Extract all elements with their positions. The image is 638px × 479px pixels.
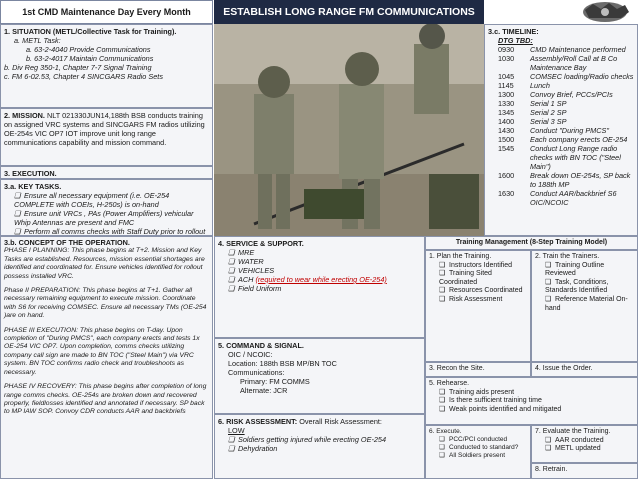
timeline-desc: CMD Maintenance performed <box>530 45 626 54</box>
timeline-desc: Each company erects OE-254 <box>530 135 628 144</box>
command-line: Communications: <box>228 368 285 377</box>
mission-section <box>0 108 213 166</box>
timeline-desc: COMSEC loading/Radio checks <box>530 72 634 81</box>
situation-line: c. FM 6-02.53, Chapter 4 SINCGARS Radio Sets <box>4 72 163 81</box>
concept-phase: PHASE I PLANNING: This phase begins at T+2. Mission and Key Tasks are established. Resources, mission essential shortages are identified and coordinated for. Ensure vehicles identified for rollout possess installed VRC. <box>4 247 205 280</box>
timeline-heading: 3.c. TIMELINE: <box>488 27 539 36</box>
concept-phase: PHASE IV RECOVERY: This phase begins after completion of long range comms checks. OE-254s are broken down and recovered properly, fieldlosses identified and annotated if necessary. SP back to MP IAW SOP. Convoy CDR conducts AAR and backbriefs <box>4 383 207 416</box>
risk-item: ❑ Soldiers getting injured while erecting OE-254 <box>228 435 387 444</box>
command-line: Alternate: JCR <box>240 386 288 395</box>
risk-level: LOW <box>228 426 245 435</box>
checkbox-icon: ❑ <box>439 405 446 413</box>
checkbox-icon: ❑ <box>228 444 235 453</box>
key-task-item: ❑ Perform all comms checks with Staff Duty prior to rollout <box>14 227 206 236</box>
step-item: ❑ Resources Coordinated <box>439 287 523 295</box>
step-title: 2. Train the Trainers. <box>535 253 600 260</box>
timeline-desc: Serial 3 SP <box>530 117 567 126</box>
key-task-item: ❑ Ensure all necessary equipment (i.e. OE-254 COMPLETE with COEIs, H-250s) is on-hand <box>14 191 170 209</box>
page-title: ESTABLISH LONG RANGE FM COMMUNICATIONS <box>214 0 484 24</box>
timeline-desc: Convoy Brief, PCCs/PCIs <box>530 90 613 99</box>
checkbox-icon: ❑ <box>545 295 552 303</box>
checkbox-icon: ❑ <box>228 284 235 293</box>
step-title: 1. Plan the Training. <box>429 253 492 260</box>
checkbox-icon: ❑ <box>439 287 446 295</box>
concept-phase: PHASE III EXECUTION: This phase begins on T-day. Upon completion of "During PMCS", each company erects and tests 1x OE-254 VIC OP7. Upon completion, comms checks utilizing company call sign are made to BN TOC ("Steel Main") via VRC system. BN TOC confirms radio check and troubleshoots as necessary. <box>4 326 200 376</box>
risk-section <box>214 414 425 479</box>
concept-phase: Phase II PREPARATION: This phase begins at T+1. Gather all necessary remaining equipment to execute mission. Coordinate with S6 for receiving COMSEC. Ensure all necessary TMs (OE-254 )are on hand. <box>4 287 207 320</box>
timeline-list <box>488 45 634 207</box>
key-task-item: ❑ Ensure unit VRCs , PAs (Power Amplifiers) vehicular Whip Antennas are present and FMC <box>14 209 194 227</box>
timeline-row <box>498 45 634 54</box>
service-heading: 4. SERVICE & SUPPORT. <box>218 239 304 248</box>
timeline-desc: Break down OE-254s, SP back to 188th MP <box>530 171 631 189</box>
situation-line: a. 63-2-4040 Provide Communications <box>26 45 151 54</box>
timeline-row <box>498 108 634 117</box>
risk-item: ❑ Dehydration <box>228 444 278 453</box>
timeline-row <box>498 135 634 144</box>
timeline-time: 1030 <box>498 54 515 63</box>
timeline-time: 0930 <box>498 45 515 54</box>
command-section <box>214 338 425 414</box>
checkbox-icon: ❑ <box>545 278 552 286</box>
mission-text: NLT 021330JUN14,188th BSB conducts training on assigned VRC systems and SINCGARS FM radios utilizing OE-254s VIC OP7 IOT improve unit long range communications capability and mission command. <box>4 111 205 147</box>
mission-heading: 2. MISSION. <box>4 111 45 120</box>
step3-recon: 3. Recon the Site. <box>425 362 531 377</box>
command-line: Location: 188th BSB MP/BN TOC <box>228 359 337 368</box>
checkbox-icon: ❑ <box>228 435 235 444</box>
step5-rehearse <box>425 377 638 425</box>
timeline-desc: Conduct AAR/backbrief S6 OIC/NCOIC <box>530 189 617 207</box>
step-title: 7. Evaluate the Training. <box>535 428 611 435</box>
step-item: ❑ Task, Conditions, Standards Identified <box>545 278 609 295</box>
timeline-time: 1630 <box>498 189 515 198</box>
step-item: ❑ Training Sited Coordinated <box>439 270 492 286</box>
checkbox-icon: ❑ <box>439 452 445 459</box>
step2-train-trainers <box>531 250 638 362</box>
training-mgmt-heading: Training Management (8-Step Training Model) <box>425 236 638 250</box>
step-item: ❑ AAR conducted <box>545 436 604 444</box>
step8-retrain: 8. Retrain. <box>531 463 638 479</box>
checkbox-icon: ❑ <box>439 261 446 269</box>
step-item: ❑ Conducted to standard? <box>439 444 519 451</box>
timeline-desc: Lunch <box>530 81 550 90</box>
step-item: ❑ Training Outline Reviewed <box>545 261 605 278</box>
timeline-desc: Serial 1 SP <box>530 99 567 108</box>
timeline-time: 1500 <box>498 135 515 144</box>
timeline-time: 1345 <box>498 108 515 117</box>
timeline-time: 1330 <box>498 99 515 108</box>
step-title: 6. Execute. <box>429 428 462 435</box>
step6-execute <box>425 425 531 479</box>
timeline-row <box>498 90 634 99</box>
checkbox-icon: ❑ <box>439 295 446 303</box>
checkbox-icon: ❑ <box>439 444 445 451</box>
timeline-time: 1045 <box>498 72 515 81</box>
checkbox-icon: ❑ <box>228 248 235 257</box>
step-item: ❑ Is there sufficient training time <box>439 397 542 405</box>
checkbox-icon: ❑ <box>439 397 446 405</box>
situation-line: b. 63-2-4017 Maintain Communications <box>26 54 154 63</box>
timeline-row <box>498 117 634 126</box>
timeline-desc: Conduct Long Range radio checks with BN TOC ("Steel Main") <box>530 144 621 171</box>
timeline-desc: Assembly/Roll Call at B Co Maintenance Bay <box>530 54 618 72</box>
step4-issue-order: 4. Issue the Order. <box>531 362 638 377</box>
situation-section <box>0 24 213 108</box>
step7-evaluate <box>531 425 638 463</box>
execution-heading: 3. EXECUTION. <box>0 166 213 179</box>
step-item: ❑ PCC/PCI conducted <box>439 436 508 443</box>
checkbox-icon: ❑ <box>228 257 235 266</box>
checkbox-icon: ❑ <box>545 445 552 453</box>
soldiers-photo <box>214 24 484 236</box>
service-item: ❑ VEHICLES <box>228 266 275 275</box>
step-item: ❑ Reference Material On-hand <box>545 295 628 312</box>
service-item: ❑ Field Uniform <box>228 284 282 293</box>
situation-line: a. METL Task: <box>14 36 61 45</box>
checkbox-icon: ❑ <box>14 209 21 218</box>
risk-heading-line: 6. RISK ASSESSMENT: Overall Risk Assessment: <box>218 417 382 426</box>
key-tasks-section <box>0 179 213 236</box>
step-item: ❑ Instructors Identified <box>439 261 513 269</box>
timeline-row <box>498 171 634 189</box>
checkbox-icon: ❑ <box>14 227 21 236</box>
timeline-time: 1145 <box>498 81 514 90</box>
timeline-section <box>484 24 638 236</box>
unit-crest-logo <box>485 0 638 24</box>
key-tasks-heading: 3.a. KEY TASKS. <box>4 182 62 191</box>
timeline-row <box>498 81 634 90</box>
command-heading: 5. COMMAND & SIGNAL. <box>218 341 304 350</box>
step-item: ❑ Risk Assessment <box>439 295 503 303</box>
timeline-time: 1545 <box>498 144 515 153</box>
timeline-subheading: DTG TBD: <box>498 36 533 45</box>
timeline-time: 1400 <box>498 117 515 126</box>
step-title: 5. Rehearse. <box>429 380 470 387</box>
timeline-row <box>498 144 634 171</box>
timeline-row <box>498 54 634 72</box>
situation-line: b. Div Reg 350-1, Chapter 7-7 Signal Training <box>4 63 152 72</box>
step-item: ❑ Training aids present <box>439 388 515 396</box>
timeline-time: 1600 <box>498 171 515 180</box>
step1-plan <box>425 250 531 362</box>
command-line: OIC / NCOIC: <box>228 350 273 359</box>
timeline-row <box>498 72 634 81</box>
service-section <box>214 236 425 338</box>
checkbox-icon: ❑ <box>439 388 446 396</box>
checkbox-icon: ❑ <box>14 191 21 200</box>
service-item: ❑ WATER <box>228 257 264 266</box>
timeline-desc: Conduct "During PMCS" <box>530 126 609 135</box>
service-item: ❑ MRE <box>228 248 255 257</box>
ach-note: (required to wear while erecting OE-254) <box>255 275 387 284</box>
situation-heading: 1. SITUATION (METL/Collective Task for Training). <box>4 27 177 36</box>
checkbox-icon: ❑ <box>545 261 552 269</box>
timeline-row <box>498 189 634 207</box>
header-left-title: 1st CMD Maintenance Day Every Month <box>0 0 213 24</box>
checkbox-icon: ❑ <box>439 270 446 278</box>
concept-heading: 3.b. CONCEPT OF THE OPERATION. <box>4 238 130 247</box>
checkbox-icon: ❑ <box>545 436 552 444</box>
timeline-time: 1430 <box>498 126 515 135</box>
timeline-time: 1300 <box>498 90 515 99</box>
timeline-row <box>498 99 634 108</box>
service-item: ❑ ACH (required to wear while erecting OE-254) <box>228 275 387 284</box>
checkbox-icon: ❑ <box>228 275 235 284</box>
step-item: ❑ METL updated <box>545 445 601 453</box>
checkbox-icon: ❑ <box>439 436 445 443</box>
timeline-desc: Serial 2 SP <box>530 108 567 117</box>
concept-section <box>0 236 213 479</box>
checkbox-icon: ❑ <box>228 266 235 275</box>
step-item: ❑ Weak points identified and mitigated <box>439 405 562 413</box>
timeline-row <box>498 126 634 135</box>
command-line: Primary: FM COMMS <box>240 377 310 386</box>
step-item: ❑ All Soldiers present <box>439 452 505 459</box>
